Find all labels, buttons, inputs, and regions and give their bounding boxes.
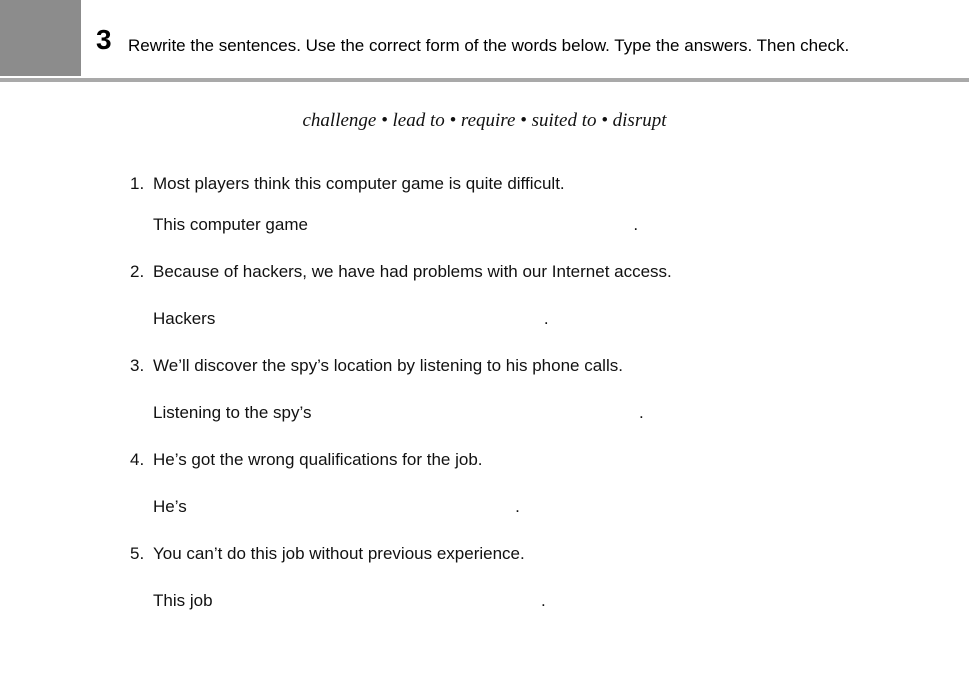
answer-period: . [638, 403, 644, 422]
answer-input[interactable] [191, 496, 510, 518]
answer-prompt: Hackers [153, 309, 216, 328]
header-divider [0, 78, 969, 82]
answer-input[interactable] [220, 308, 539, 330]
answer-prompt: This job [153, 591, 213, 610]
answer-row [153, 402, 644, 428]
answer-period: . [515, 497, 520, 516]
item-sentence: Because of hackers, we have had problems with our Internet access. [153, 262, 672, 281]
answer-input[interactable] [313, 214, 629, 236]
item-sentence: Most players think this computer game is quite difficult. [153, 174, 565, 193]
answer-input[interactable] [316, 402, 634, 424]
answer-input[interactable] [217, 590, 536, 612]
item-sentence: We’ll discover the spy’s location by listening to his phone calls. [153, 356, 623, 375]
item-number: 1. [130, 174, 145, 193]
answer-row [153, 496, 520, 522]
exercise-instruction: Rewrite the sentences. Use the correct form of the words below. Type the answers. Then check. [128, 36, 850, 55]
item-number: 3. [130, 356, 145, 375]
answer-period: . [633, 215, 639, 234]
answer-prompt: He’s [153, 497, 187, 516]
item-number: 4. [130, 450, 145, 469]
item-sentence: You can’t do this job without previous experience. [153, 544, 525, 563]
answer-row [153, 214, 638, 240]
answer-prompt: This computer game [153, 215, 308, 234]
item-sentence: He’s got the wrong qualifications for the job. [153, 450, 483, 469]
answer-row [153, 308, 549, 334]
exercise-number: 3 [96, 24, 112, 55]
answer-row [153, 590, 546, 616]
item-number: 5. [130, 544, 145, 563]
answer-period: . [541, 591, 546, 610]
word-bank: challenge • lead to • require • suited to • disrupt [302, 110, 667, 131]
answer-prompt: Listening to the spy’s [153, 403, 312, 422]
exercise-color-block [0, 0, 81, 76]
item-number: 2. [130, 262, 145, 281]
answer-period: . [543, 309, 549, 328]
